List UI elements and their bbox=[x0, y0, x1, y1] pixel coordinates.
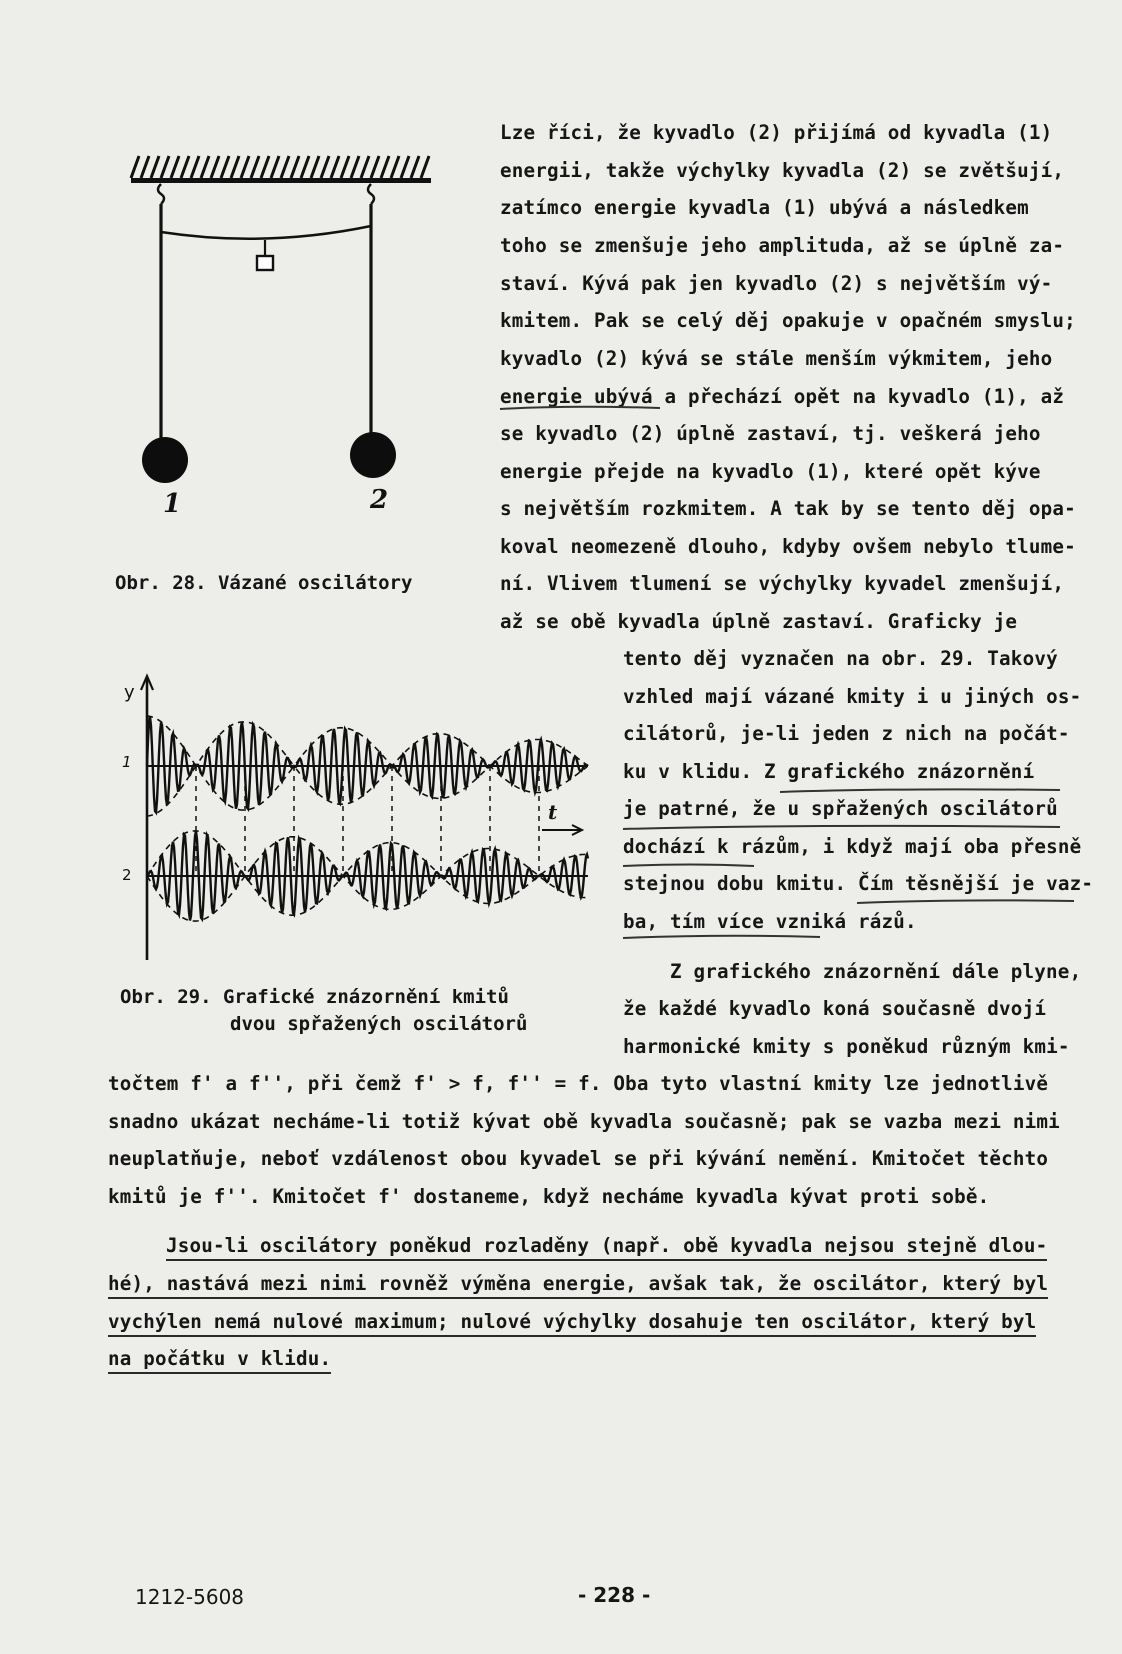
text-line: kmitem. Pak se celý děj opakuje v opačném smyslu; bbox=[500, 309, 1076, 332]
text-line: s největším rozkmitem. A tak by se tento děj opa- bbox=[500, 497, 1076, 520]
text-line: až se obě kyvadla úplně zastaví. Graficky je bbox=[500, 610, 1018, 633]
pendulum-label-1: 1 bbox=[163, 489, 182, 519]
figure-28-diagram bbox=[125, 150, 465, 540]
text-line: Z grafického znázornění dále plyne, bbox=[670, 960, 1082, 983]
footer-code: 1212-5608 bbox=[135, 1585, 245, 1609]
graph-tick-1: 1 bbox=[122, 753, 132, 771]
text-line: ku v klidu. Z grafického znázornění bbox=[623, 760, 1035, 783]
text-line: energii, takže výchylky kyvadla (2) se zvětšují, bbox=[500, 159, 1065, 182]
text-line: zatímco energie kyvadla (1) ubývá a následkem bbox=[500, 196, 1029, 219]
text-line: vzhled mají vázané kmity i u jiných os- bbox=[623, 685, 1082, 708]
handwritten-underlines bbox=[490, 730, 1090, 930]
text-line: kmitů je f''. Kmitočet f' dostaneme, když necháme kyvadla kývat proti sobě. bbox=[108, 1185, 990, 1208]
graph-axis-t-label: t bbox=[548, 800, 558, 824]
text-line: hé), nastává mezi nimi rovněž výměna energie, avšak tak, že oscilátor, který byl bbox=[108, 1272, 1048, 1299]
graph-axis-y-label: y bbox=[124, 682, 135, 703]
text-line: stejnou dobu kmitu. Čím těsnější je vaz- bbox=[623, 872, 1094, 895]
text-line: tento děj vyznačen na obr. 29. Takový bbox=[623, 647, 1058, 670]
text-line: cilátorů, je-li jeden z nich na počát- bbox=[623, 722, 1070, 745]
text-line: vychýlen nemá nulové maximum; nulové výchylky dosahuje ten oscilátor, který byl bbox=[108, 1310, 1036, 1337]
text-line: se kyvadlo (2) úplně zastaví, tj. veškerá jeho bbox=[500, 422, 1041, 445]
text-line: ní. Vlivem tlumení se výchylky kyvadel zmenšují, bbox=[500, 572, 1065, 595]
text-line: na počátku v klidu. bbox=[108, 1347, 331, 1374]
text-line: neuplatňuje, neboť vzdálenost obou kyvadel se při kývání nemění. Kmitočet těchto bbox=[108, 1147, 1049, 1170]
text-line: ba, tím více vzniká rázů. bbox=[623, 910, 917, 933]
text-line: dochází k rázům, i když mají oba přesně bbox=[623, 835, 1082, 858]
text-line: Jsou-li oscilátory poněkud rozladěny (např. obě kyvadla nejsou stejně dlou- bbox=[166, 1234, 1047, 1261]
graph-tick-2: 2 bbox=[122, 866, 132, 884]
text-line: toho se zmenšuje jeho amplituda, až se úplně za- bbox=[500, 234, 1065, 257]
figure-29-caption-line1: Obr. 29. Grafické znázornění kmitů bbox=[120, 986, 509, 1008]
text-line: staví. Kývá pak jen kyvadlo (2) s největším vý- bbox=[500, 272, 1053, 295]
text-line: energie přejde na kyvadlo (1), které opět kýve bbox=[500, 460, 1041, 483]
text-line: kyvadlo (2) kývá se stále menším výkmitem, jeho bbox=[500, 347, 1053, 370]
page-number: - 228 - bbox=[578, 1583, 651, 1607]
text-line: točtem f' a f'', při čemž f' > f, f'' = f. Oba tyto vlastní kmity lze jednotlivě bbox=[108, 1072, 1049, 1095]
text-line: že každé kyvadlo koná současně dvojí bbox=[623, 997, 1047, 1020]
handwritten-underline-2 bbox=[490, 930, 1090, 960]
text-line: snadno ukázat necháme-li totiž kývat obě kyvadla současně; pak se vazba mezi nimi bbox=[108, 1110, 1060, 1133]
figure-29-caption-line2: dvou spřažených oscilátorů bbox=[230, 1013, 528, 1035]
pendulum-label-2: 2 bbox=[370, 485, 389, 515]
text-line: energie ubývá a přechází opět na kyvadlo (1), až bbox=[500, 385, 1065, 408]
text-line: harmonické kmity s poněkud různým kmi- bbox=[623, 1035, 1070, 1058]
figure-28-caption: Obr. 28. Vázané oscilátory bbox=[115, 572, 413, 594]
text-line: je patrné, že u spřažených oscilátorů bbox=[623, 797, 1058, 820]
text-line: Lze říci, že kyvadlo (2) přijímá od kyvadla (1) bbox=[500, 121, 1053, 144]
handwritten-underline-3 bbox=[490, 395, 690, 425]
ceiling-hatching bbox=[131, 156, 429, 178]
text-line: koval neomezeně dlouho, kdyby ovšem nebylo tlume- bbox=[500, 535, 1076, 558]
